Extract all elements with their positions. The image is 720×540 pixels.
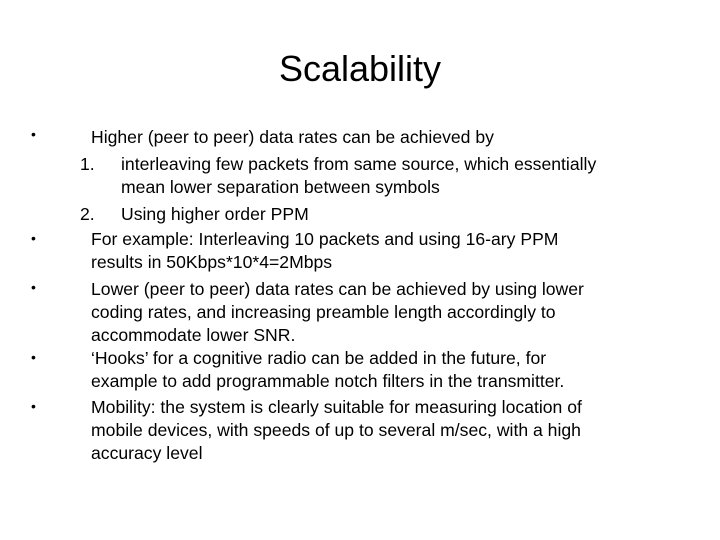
slide-title: Scalability (278, 48, 442, 89)
bullet-2-line-1: For example: Interleaving 10 packets and using 16-ary PPM (91, 229, 559, 249)
sub-item-1-line-1: interleaving few packets from same source, which essentially (121, 154, 597, 174)
bullet-4-line-2: example to add programmable notch filters in the transmitter. (91, 371, 565, 391)
bullet-5-line-2: mobile devices, with speeds of up to several m/sec, with a high (91, 420, 581, 440)
sub-item-2-number: 2. (80, 204, 95, 224)
bullet-marker: • (31, 230, 36, 246)
bullet-3-line-2: coding rates, and increasing preamble length accordingly to (91, 302, 556, 322)
sub-item-2-line-1: Using higher order PPM (121, 204, 309, 224)
bullet-marker: • (31, 126, 36, 142)
bullet-2-line-2: results in 50Kbps*10*4=2Mbps (91, 252, 333, 272)
bullet-4-line-1: ‘Hooks’ for a cognitive radio can be added in the future, for (91, 348, 547, 368)
bullet-5-line-1: Mobility: the system is clearly suitable for measuring location of (91, 397, 582, 417)
bullet-3-line-3: accommodate lower SNR. (91, 325, 296, 345)
bullet-marker: • (31, 279, 36, 295)
bullet-marker: • (31, 398, 36, 414)
bullet-5-line-3: accuracy level (91, 443, 203, 463)
sub-item-1-line-2: mean lower separation between symbols (121, 177, 440, 197)
bullet-1-line-1: Higher (peer to peer) data rates can be achieved by (91, 127, 494, 147)
bullet-3-line-1: Lower (peer to peer) data rates can be achieved by using lower (91, 279, 584, 299)
sub-item-1-number: 1. (80, 154, 95, 174)
bullet-marker: • (31, 349, 36, 365)
